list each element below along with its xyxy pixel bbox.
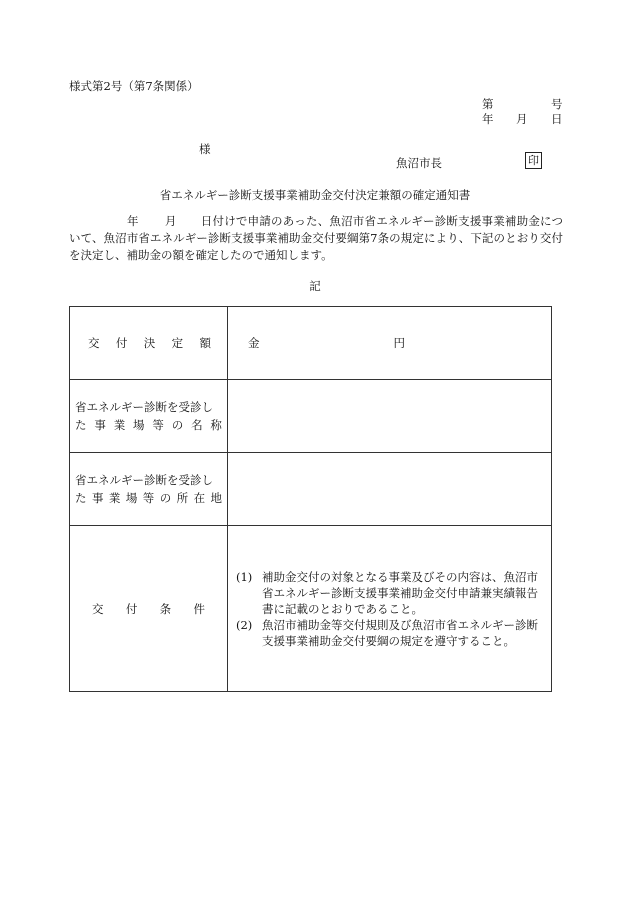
amount-value-cell[interactable] <box>228 307 552 380</box>
table-row-conditions <box>70 526 552 692</box>
facility-name-label-cell <box>70 380 228 453</box>
condition-item: (2) 魚沼市補助金等交付規則及び魚沼市省エネルギー診断支援事業補助金交付要綱の規定を遵守すること。 <box>236 617 538 648</box>
table-row-facility-address <box>70 453 552 526</box>
facility-name-value-cell[interactable] <box>228 380 552 453</box>
conditions-label-cell: 交 付 条 件 <box>70 526 228 692</box>
number-suffix: 号 <box>551 97 563 111</box>
date-year-label: 年 <box>482 112 494 126</box>
amount-prefix: 金 <box>248 336 260 350</box>
notice-body <box>69 213 563 264</box>
date-day-label: 日 <box>551 112 563 126</box>
conditions-value-cell <box>228 526 552 692</box>
facility-address-label-line2: た 事 業 場 等 の 所 在 地 <box>75 491 222 505</box>
facility-address-label-line1: 省エネルギー診断を受診し <box>75 473 213 487</box>
date-month-label: 月 <box>516 112 528 126</box>
body-text: 日付けで申請のあった、魚沼市省エネルギー診断支援事業補助金について、魚沼市省エネルギー診断支援事業補助金交付要綱第7条の規定により、下記のとおり交付を決定し、補助金の額を確定したので通知します。 <box>69 214 564 262</box>
facility-address-value-cell[interactable] <box>228 453 552 526</box>
issuer-name: 魚沼市長 <box>396 156 442 170</box>
table-row-amount <box>70 307 552 380</box>
seal-mark: 印 <box>525 152 542 169</box>
facility-address-label-cell <box>70 453 228 526</box>
decision-table <box>69 306 552 692</box>
number-prefix: 第 <box>482 97 494 111</box>
body-date-year: 年 <box>127 214 139 228</box>
body-date-month: 月 <box>164 214 177 228</box>
condition-item: (1) 補助金交付の対象となる事業及びその内容は、魚沼市省エネルギー診断支援事業補助金交付申請兼実績報告書に記載のとおりであること。 <box>236 569 538 616</box>
ki-heading: 記 <box>309 279 321 293</box>
document-title: 省エネルギー診断支援事業補助金交付決定兼額の確定通知書 <box>159 188 471 202</box>
table-row-facility-name <box>70 380 552 453</box>
form-number: 様式第2号（第7条関係） <box>69 79 199 93</box>
amount-label-cell: 交 付 決 定 額 <box>70 307 228 380</box>
amount-unit: 円 <box>393 336 405 350</box>
facility-name-label-line1: 省エネルギー診断を受診し <box>75 400 213 414</box>
facility-name-label-line2: た 事 業 場 等 の 名 称 <box>75 418 222 432</box>
addressee-suffix: 様 <box>199 142 211 156</box>
